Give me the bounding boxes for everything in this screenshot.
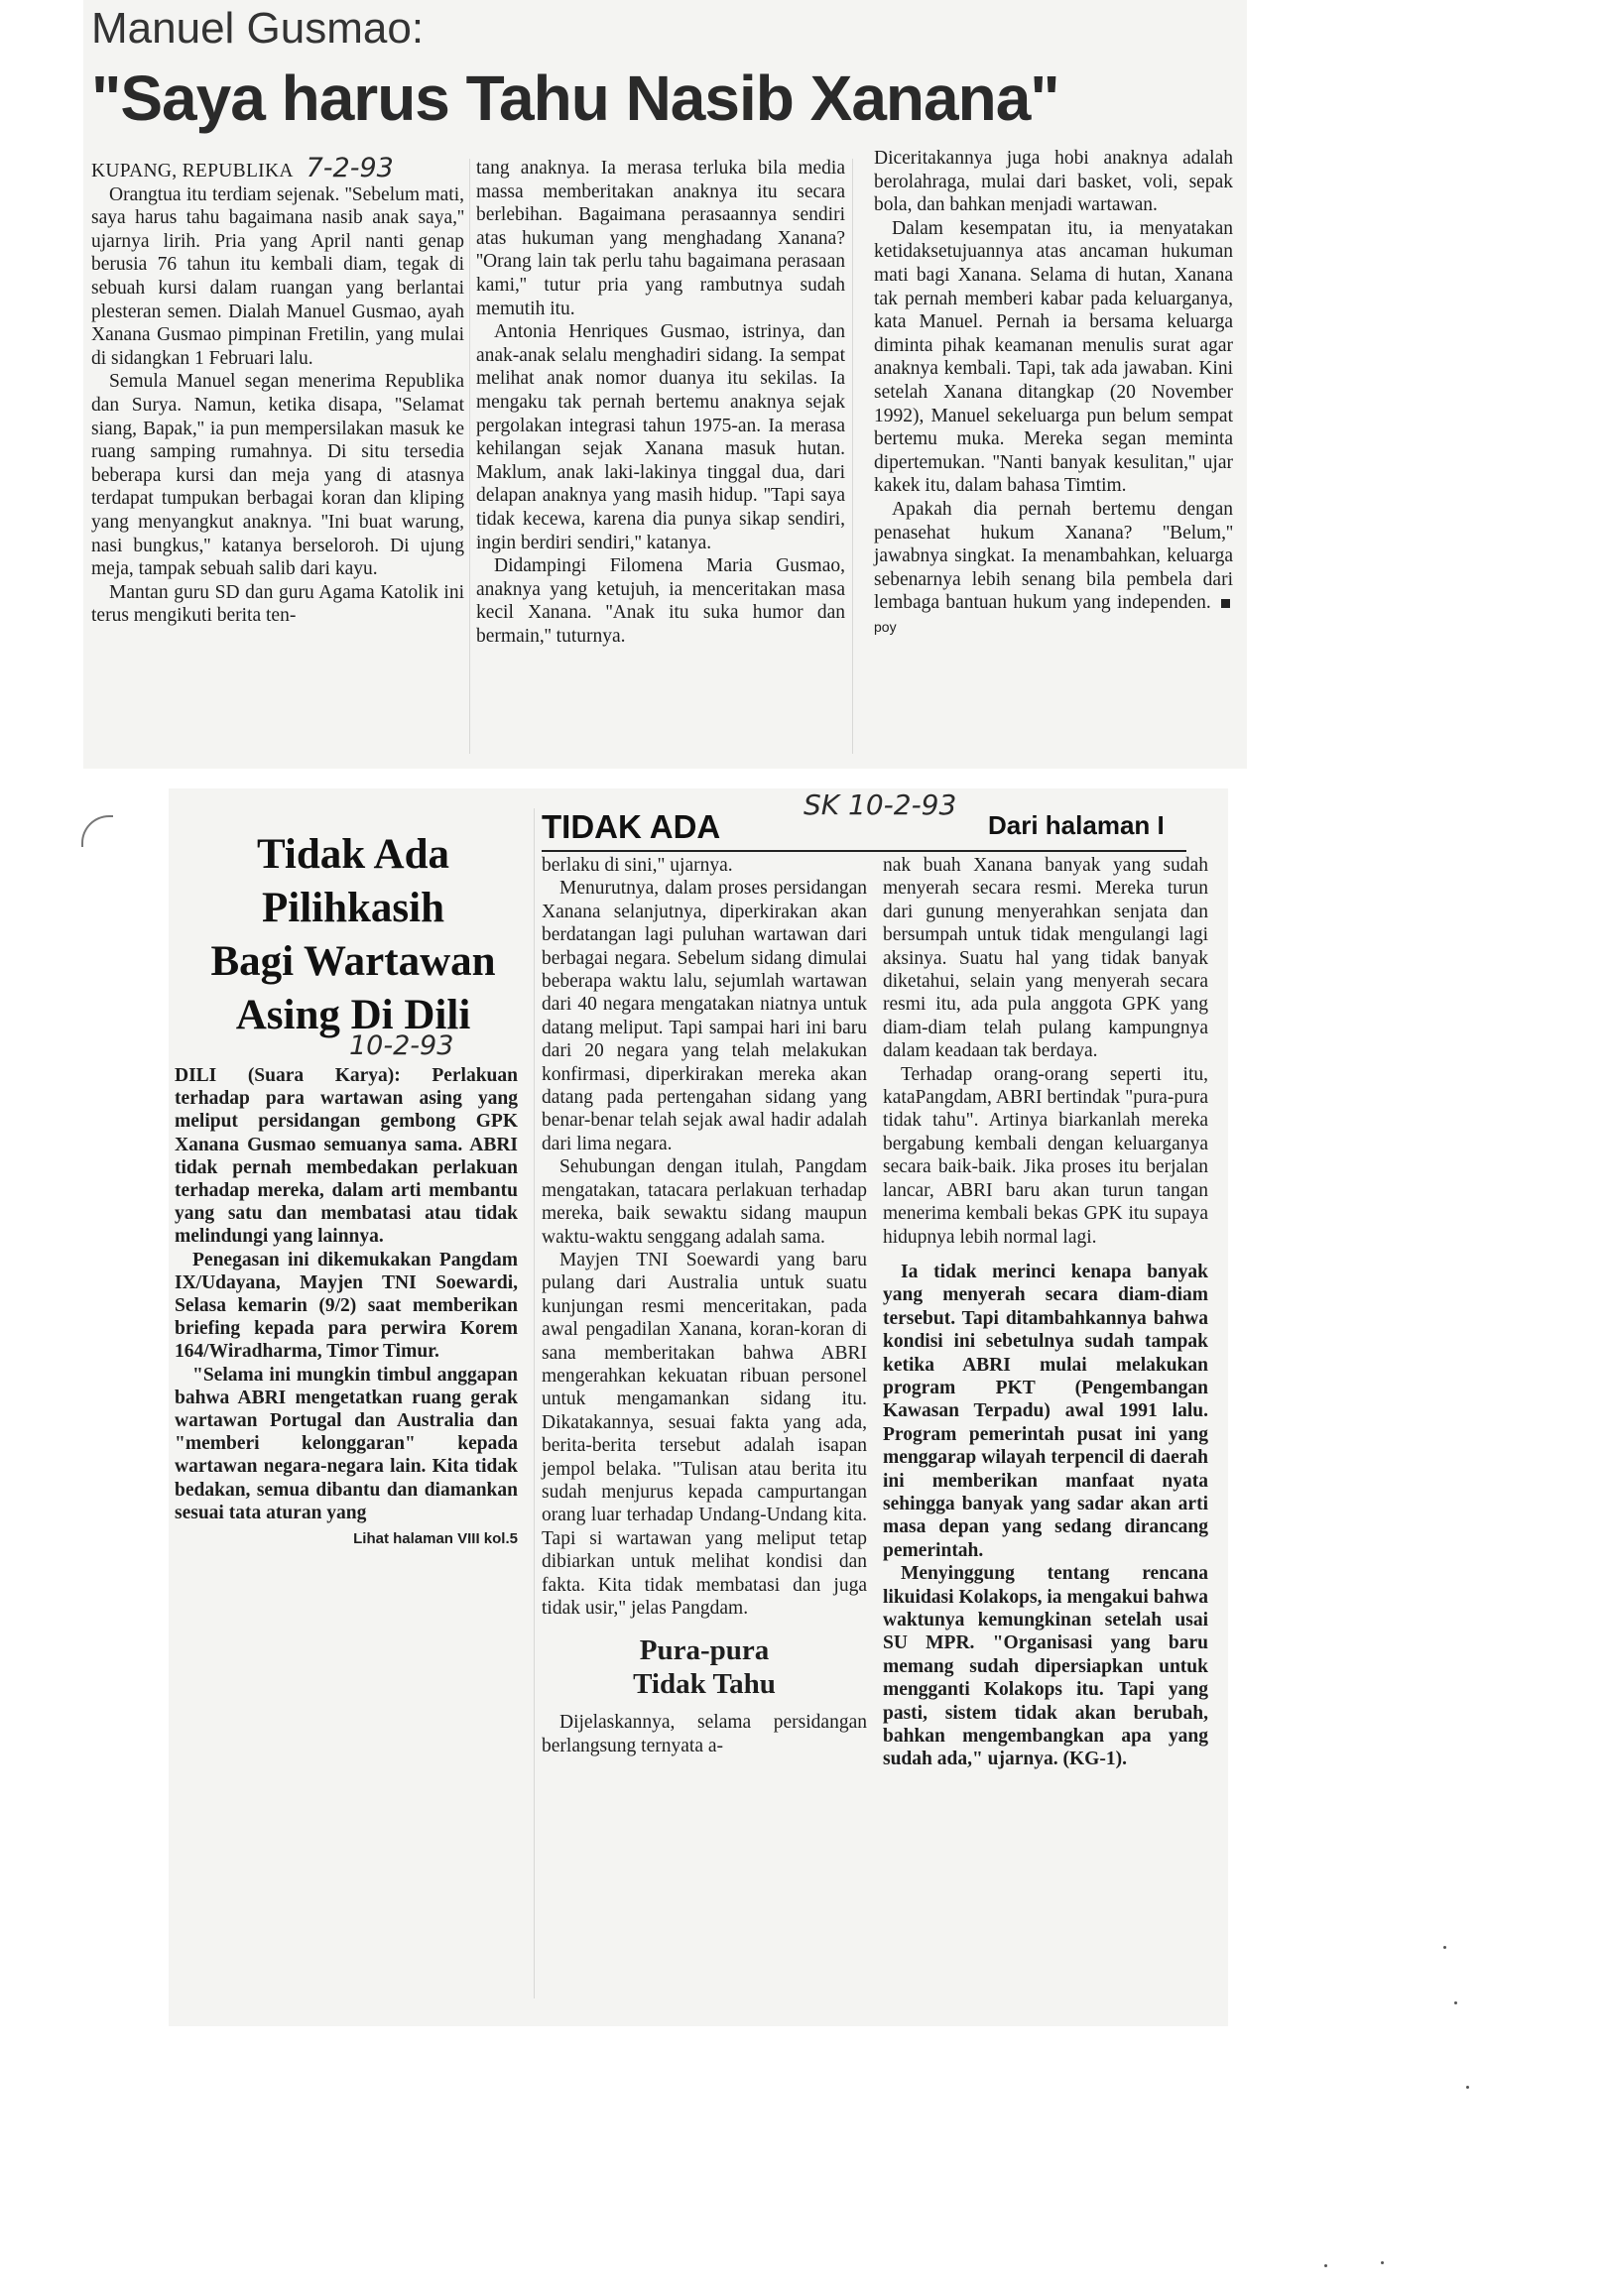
article2-continued-note: Lihat halaman VIII kol.5 xyxy=(353,1530,518,1548)
article2-headline-line: Pilihkasih xyxy=(261,885,445,931)
article2-headline-line: Tidak Ada xyxy=(256,831,450,878)
article3-header-rule xyxy=(542,850,1186,852)
article3-col1 xyxy=(542,854,867,1757)
scan-speck xyxy=(1324,2264,1327,2267)
article3-handwritten-ref: SK 10-2-93 xyxy=(804,788,957,821)
column-rule xyxy=(469,159,470,754)
article1-paragraph: tang anaknya. Ia merasa terluka bila media massa memberitakan anaknya itu secara berlebihan. Bagaimana perasaannya sendiri atas hukuman yang menghadang Xanana? ''Orang lain tak perlu tahu bagaimana perasaan kami,'' tutur pria yang rambutnya sudah memutih itu. xyxy=(476,158,845,319)
article2-paragraph: Perlakuan terhadap para wartawan asing yang meliput persidangan gembong GPK Xanana Gusmao semuanya sama. ABRI tidak pernah membedakan perlakuan terhadap mereka, dalam arti membantu yang satu dan membatasi atau tidak melindungi yang lainnya. xyxy=(175,1065,518,1248)
article1-paragraph: Mantan guru SD dan guru Agama Katolik ini terus mengikuti berita ten- xyxy=(91,581,464,627)
article1-dateline: KUPANG, REPUBLIKA xyxy=(91,161,294,181)
article3-paragraph: Menyinggung tentang rencana likuidasi Kolakops, ia mengakui bahwa waktunya kemungkinan setelah usai SU MPR. "Organisasi yang baru memang sudah dipersiapkan untuk mengganti Kolakops itu. Tapi yang pasti, sistem tidak akan berubah, bahkan mengembangkan apa yang sudah ada," ujarnya. (KG-1). xyxy=(883,1563,1208,1770)
article1-paragraph: Diceritakannya juga hobi anaknya adalah berolahraga, mulai dari basket, voli, sepak bola, dan bahkan menjadi wartawan. xyxy=(874,148,1233,216)
article2-body xyxy=(175,1064,518,1550)
article2-headline-line: Bagi Wartawan xyxy=(210,938,496,985)
article1-paragraph: Semula Manuel segan menerima Republika dan Surya. Namun, ketika disapa, ''Selamat siang, Bapak,'' ia pun mempersilakan masuk ke ruang samping rumahnya. Di situ tersedia beberapa kursi dan meja yang di atasnya terdapat tumpukan berbagai koran dan kliping yang menyangkut anaknya. ''Ini buat warung, nasi bungkus,'' katanya berseloroh. Di ujung meja, tampak sebuah salib dari kayu. xyxy=(91,371,464,580)
article1-paragraph: Antonia Henriques Gusmao, istrinya, dan anak-anak selalu menghadiri sidang. Ia sempat melihat anak nomor duanya itu sekilas. Ia mengaku tak pernah bertemu anaknya sejak pergolakan integrasi tahun 1975-an. Ia merasa kehilangan sejak Xanana masuk hutan. Maklum, anak laki-lakinya tinggal dua, dari delapan anaknya yang masih hidup. ''Tapi saya tidak kecewa, karena dia punya sikap sendiri, ingin berdiri sendiri,'' katanya. xyxy=(476,321,845,553)
article3-subhead-line: Pura-pura xyxy=(639,1634,770,1667)
article2-headline-line: Asing Di Dili xyxy=(235,992,471,1038)
article3-paragraph: Ia tidak merinci kenapa banyak yang menyerah secara diam-diam tersebut. Tapi ditambahkannya bahwa kondisi ini sebetulnya sudah tampak ketika ABRI mulai melakukan program PKT (Pengembangan Kawasan Terpadu) awal 1991 lalu. Program pemerintah pusat ini yang menggarap wilayah terpencil di daerah ini memberikan manfaat nyata sehingga banyak yang sadar akan arti masa depan yang sedang dirancang pemerintah. xyxy=(883,1261,1208,1561)
article1-byline: poy xyxy=(874,618,897,635)
article3-subhead-line: Tidak Tahu xyxy=(633,1668,776,1701)
article1-col2 xyxy=(476,157,845,648)
scan-speck xyxy=(1443,1946,1446,1949)
article1-col1 xyxy=(91,153,464,628)
article3-paragraph: Dijelaskannya, selama persidangan berlangsung ternyata a- xyxy=(542,1712,867,1756)
article3-from-page: Dari halaman I xyxy=(988,810,1165,840)
clipping-suara-karya xyxy=(169,788,1228,2026)
column-rule xyxy=(534,808,535,1998)
article2-headline xyxy=(169,828,538,1042)
article3-paragraph: berlaku di sini," ujarnya. xyxy=(542,855,733,876)
article2-paragraph: "Selama ini mungkin timbul anggapan bahwa ABRI mengetatkan ruang gerak wartawan Portugal dan Australia dan "memberi kelonggaran" kepada wartawan negara-negara lain. Kita tidak bedakan, semua dibantu dan diamankan sesuai tata aturan yang xyxy=(175,1364,518,1523)
scan-corner-mark xyxy=(81,815,113,847)
column-rule xyxy=(852,159,853,754)
article1-paragraph: Dalam kesempatan itu, ia menyatakan ketidaksetujuannya atas ancaman hukuman mati bagi Xanana. Selama di hutan, Xanana tak pernah memberi kabar pada keluarganya, kata Manuel. Pernah ia bersama keluarga diminta pihak keamanan menulis surat agar anaknya kembali. Tapi, tak ada jawaban. Kini setelah Xanana ditangkap (20 November 1992), Manuel sekeluarga pun belum sempat bertemu muka. Mereka segan meminta dipertemukan. ''Nanti banyak kesulitan,'' ujar kakek itu, dalam bahasa Timtim. xyxy=(874,217,1233,497)
article1-paragraph: Apakah dia pernah bertemu dengan penasehat hukum Xanana? ''Belum,'' jawabnya singkat. Ia menambahkan, keluarga sebenarnya lebih senang bila pembela dari lembaga bantuan hukum yang independen. xyxy=(874,498,1233,614)
article1-paragraph: Didampingi Filomena Maria Gusmao, anaknya yang ketujuh, ia menceritakan masa kecil Xanana. ''Anak itu suka humor dan bermain,'' tuturnya. xyxy=(476,555,845,647)
scan-speck xyxy=(1466,2086,1469,2089)
article3-paragraph: Terhadap orang-orang seperti itu, kataPangdam, ABRI bertindak "pura-pura tidak tahu". Artinya biarkanlah mereka bergabung kembali dengan keluarganya secara baik-baik. Jika proses itu berjalan lancar, ABRI baru akan turun tangan menerima kembali bekas GPK itu supaya hidupnya lebih normal lagi. xyxy=(883,1063,1208,1248)
article2-dateline: DILI (Suara Karya): xyxy=(175,1065,401,1086)
article3-heading: TIDAK ADA xyxy=(542,808,721,845)
article1-col3 xyxy=(874,147,1233,639)
article1-kicker: Manuel Gusmao: xyxy=(91,4,425,53)
article1-handwritten-date: 7-2-93 xyxy=(306,153,394,183)
article1-paragraph: Orangtua itu terdiam sejenak. ''Sebelum mati, saya harus tahu bagaimana nasib anak saya,'' ujarnya lirih. Pria yang April nanti genap berusia 76 tahun itu kembali diam, tegak di sebuah kursi dalam ruangan yang berlantai plesteran semen. Dialah Manuel Gusmao, ayah Xanana Gusmao pimpinan Fretilin, yang mulai di sidangkan 1 Februari lalu. xyxy=(91,183,464,369)
article3-col2 xyxy=(883,854,1208,1771)
clipping-republika xyxy=(83,0,1247,769)
article3-subhead xyxy=(542,1633,867,1701)
end-mark-icon xyxy=(1221,599,1230,608)
scan-speck xyxy=(1381,2261,1384,2264)
article3-paragraph: nak buah Xanana banyak yang sudah menyerah secara resmi. Mereka turun dari gunung menyerahkan senjata dan bersumpah untuk tidak mengulangi lagi aksinya. Suatu hal yang tidak banyak diketahui, selain yang menyerah secara resmi itu, ada pula anggota GPK yang diam-diam telah pulang kampungnya dalam keadaan tak berdaya. xyxy=(883,855,1208,1062)
article3-paragraph: Mayjen TNI Soewardi yang baru pulang dari Australia untuk suatu kunjungan resmi menceritakan, pada awal pengadilan Xanana, koran-koran di sana memberitakan bahwa ABRI mengerahkan kekuatan ribuan personel untuk mengamankan sidang itu. Dikatakannya, sesuai fakta yang ada, berita-berita tersebut adalah isapan jempol belaka. "Tulisan atau berita itu sudah menjurus kepada campurtangan orang luar terhadap Undang-Undang kita. Tapi si wartawan yang meliput tetap dibiarkan untuk melihat kondisi dan fakta. Kita tidak membatasi dan juga tidak usir," jelas Pangdam. xyxy=(542,1249,867,1619)
scan-speck xyxy=(1454,2001,1457,2004)
article2-handwritten-date: 10-2-93 xyxy=(349,1030,454,1061)
article2-paragraph: Penegasan ini dikemukakan Pangdam IX/Udayana, Mayjen TNI Soewardi, Selasa kemarin (9/2) saat memberikan briefing kepada para perwira Korem 164/Wiradharma, Timor Timur. xyxy=(175,1249,518,1363)
article3-paragraph: Menurutnya, dalam proses persidangan Xanana selanjutnya, diperkirakan akan berdatangan lagi puluhan wartawan dari berbagai negara. Sebelum sidang dimulai beberapa waktu lalu, sejumlah wartawan dari 40 negara mengatakan niatnya untuk datang meliput. Tapi sampai hari ini baru dari 20 negara yang telah melakukan konfirmasi, diperkirakan mereka akan datang pada pertengahan sidang yang benar-benar telah sejak awal hadir adalah dari lima negara. xyxy=(542,878,867,1154)
article3-paragraph: Sehubungan dengan itulah, Pangdam mengatakan, tatacara perlakuan terhadap mereka, baik sewaktu sidang maupun waktu-waktu senggang adalah sama. xyxy=(542,1156,867,1248)
article1-headline: "Saya harus Tahu Nasib Xanana" xyxy=(91,62,1059,134)
